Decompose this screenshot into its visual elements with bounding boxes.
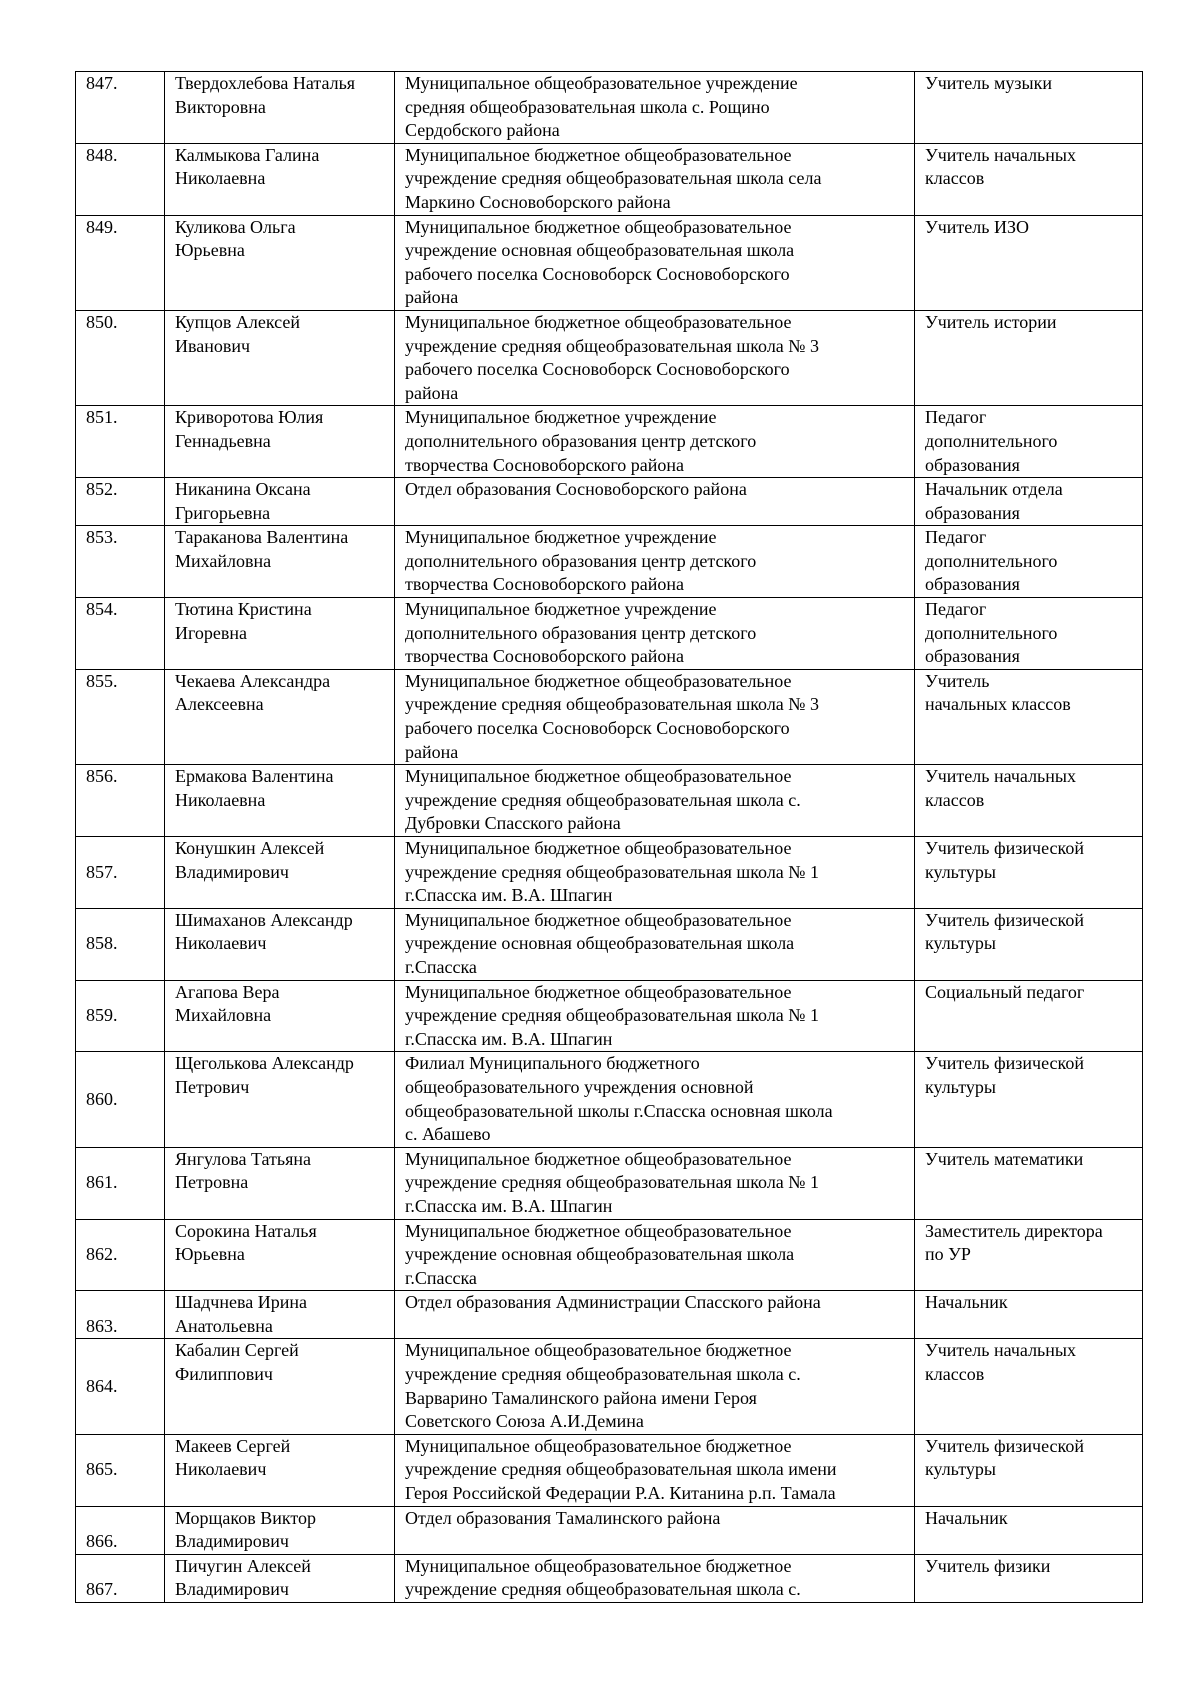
- table-row: [76, 1052, 1143, 1147]
- person-name-cell: [165, 669, 395, 764]
- table-row: [76, 1434, 1143, 1506]
- table-row: [76, 1147, 1143, 1219]
- organization-line: г.Спасска: [405, 956, 477, 977]
- position-line: Учитель математики: [925, 1148, 1084, 1169]
- position-line: Учитель физики: [925, 1555, 1051, 1576]
- organization-line: г.Спасска им. В.А. Шпагин: [405, 1028, 613, 1049]
- organization-cell: [395, 143, 915, 215]
- person-name-cell: [165, 598, 395, 670]
- person-name-cell: [165, 406, 395, 478]
- position-line: Педагог: [925, 527, 987, 548]
- row-number: 848.: [86, 144, 118, 165]
- row-number-cell: [76, 765, 165, 837]
- table-row: [76, 406, 1143, 478]
- person-name-cell: [165, 215, 395, 310]
- table-row: [76, 478, 1143, 526]
- organization-line: Муниципальное бюджетное общеобразовательное: [405, 311, 792, 332]
- organization-line: Муниципальное общеобразовательное учреждение: [405, 73, 798, 93]
- organization-cell: [395, 598, 915, 670]
- row-number-cell: [76, 1339, 165, 1434]
- person-name-line: Шимаханов Александр: [175, 909, 353, 930]
- row-number: 853.: [86, 527, 118, 548]
- row-number-cell: [76, 406, 165, 478]
- organization-line: Отдел образования Администрации Спасского района: [405, 1292, 821, 1313]
- position-line: Учитель музыки: [925, 73, 1052, 93]
- organization-line: Муниципальное общеобразовательное бюджетное: [405, 1435, 792, 1456]
- row-number-cell: [76, 1219, 165, 1291]
- position-cell: [915, 1554, 1143, 1602]
- row-number-cell: [76, 1052, 165, 1147]
- table-row: [76, 980, 1143, 1052]
- position-cell: [915, 310, 1143, 405]
- person-name-line: Викторовна: [175, 96, 266, 117]
- organization-line: учреждение основная общеобразовательная школа: [405, 1244, 795, 1265]
- person-name-line: Конушкин Алексей: [175, 838, 325, 858]
- row-number-cell: [76, 143, 165, 215]
- table-row: [76, 310, 1143, 405]
- position-line: образования: [925, 574, 1020, 595]
- table-row: [76, 1219, 1143, 1291]
- person-name-line: Геннадьевна: [175, 430, 271, 451]
- person-name-line: Михайловна: [175, 1005, 272, 1026]
- staff-table: [75, 71, 1143, 1603]
- position-cell: [915, 72, 1143, 144]
- table-row: [76, 837, 1143, 909]
- person-name-line: Калмыкова Галина: [175, 144, 320, 165]
- row-number: 856.: [86, 766, 118, 787]
- organization-line: дополнительного образования центр детского: [405, 550, 757, 571]
- row-number-cell: [76, 1434, 165, 1506]
- row-number: 865.: [86, 1459, 118, 1480]
- row-number: 864.: [86, 1375, 118, 1396]
- position-cell: [915, 1147, 1143, 1219]
- organization-line: Муниципальное бюджетное общеобразовательное: [405, 670, 792, 691]
- table-row: [76, 1291, 1143, 1339]
- organization-cell: [395, 1219, 915, 1291]
- organization-line: Муниципальное бюджетное общеобразовательное: [405, 981, 792, 1002]
- organization-line: Муниципальное бюджетное учреждение: [405, 599, 717, 620]
- position-line: культуры: [925, 1459, 996, 1480]
- row-number-cell: [76, 526, 165, 598]
- person-name-cell: [165, 1339, 395, 1434]
- position-line: Учитель: [925, 670, 990, 691]
- organization-line: учреждение основная общеобразовательная школа: [405, 933, 795, 954]
- person-name-cell: [165, 1052, 395, 1147]
- person-name-line: Николаевна: [175, 168, 266, 189]
- person-name-cell: [165, 72, 395, 144]
- row-number-cell: [76, 478, 165, 526]
- person-name-line: Щеголькова Александр: [175, 1053, 354, 1074]
- organization-line: рабочего поселка Сосновоборск Сосновоборского: [405, 359, 790, 380]
- row-number-cell: [76, 215, 165, 310]
- row-number: 847.: [86, 73, 118, 93]
- organization-line: творчества Сосновоборского района: [405, 646, 684, 667]
- organization-line: Муниципальное бюджетное общеобразовательное: [405, 144, 792, 165]
- position-line: Учитель истории: [925, 311, 1057, 332]
- position-cell: [915, 478, 1143, 526]
- row-number: 857.: [86, 861, 118, 882]
- organization-cell: [395, 669, 915, 764]
- position-cell: [915, 143, 1143, 215]
- organization-line: общеобразовательной школы г.Спасска основная школа: [405, 1100, 833, 1121]
- organization-line: общеобразовательного учреждения основной: [405, 1076, 754, 1097]
- table-row: [76, 1506, 1143, 1554]
- position-line: Педагог: [925, 407, 987, 428]
- position-line: образования: [925, 646, 1020, 667]
- table-row: [76, 669, 1143, 764]
- organization-line: рабочего поселка Сосновоборск Сосновоборского: [405, 263, 790, 284]
- row-number: 855.: [86, 670, 118, 691]
- person-name-line: Петрович: [175, 1076, 250, 1097]
- organization-line: Муниципальное общеобразовательное бюджетное: [405, 1555, 792, 1576]
- organization-cell: [395, 1052, 915, 1147]
- person-name-line: Юрьевна: [175, 240, 245, 261]
- organization-cell: [395, 1554, 915, 1602]
- person-name-line: Владимирович: [175, 861, 289, 882]
- organization-line: района: [405, 287, 459, 308]
- position-cell: [915, 1219, 1143, 1291]
- organization-cell: [395, 1506, 915, 1554]
- position-line: Учитель физической: [925, 1435, 1084, 1456]
- person-name-cell: [165, 1554, 395, 1602]
- organization-line: Отдел образования Сосновоборского района: [405, 479, 747, 500]
- row-number: 861.: [86, 1172, 118, 1193]
- position-line: Учитель начальных: [925, 144, 1076, 165]
- person-name-line: Николаевна: [175, 789, 266, 810]
- organization-line: Муниципальное бюджетное общеобразовательное: [405, 909, 792, 930]
- person-name-line: Твердохлебова Наталья: [175, 73, 356, 93]
- organization-cell: [395, 1147, 915, 1219]
- row-number: 854.: [86, 599, 118, 620]
- organization-line: учреждение средняя общеобразовательная школа № 1: [405, 1172, 819, 1193]
- organization-cell: [395, 526, 915, 598]
- person-name-line: Кабалин Сергей: [175, 1340, 299, 1361]
- person-name-cell: [165, 908, 395, 980]
- person-name-line: Алексеевна: [175, 694, 264, 715]
- organization-line: рабочего поселка Сосновоборск Сосновоборского: [405, 718, 790, 739]
- row-number: 858.: [86, 933, 118, 954]
- organization-line: Сердобского района: [405, 120, 560, 141]
- organization-line: учреждение средняя общеобразовательная школа № 1: [405, 861, 819, 882]
- person-name-line: Владимирович: [175, 1531, 289, 1552]
- organization-cell: [395, 908, 915, 980]
- organization-line: творчества Сосновоборского района: [405, 454, 684, 475]
- organization-line: учреждение средняя общеобразовательная школа № 3: [405, 335, 819, 356]
- person-name-line: Морщаков Виктор: [175, 1507, 317, 1528]
- organization-line: г.Спасска: [405, 1267, 477, 1288]
- organization-line: учреждение средняя общеобразовательная школа имени: [405, 1459, 837, 1480]
- organization-line: Муниципальное бюджетное общеобразовательное: [405, 1220, 792, 1241]
- organization-cell: [395, 1434, 915, 1506]
- position-line: классов: [925, 1364, 985, 1385]
- position-line: дополнительного: [925, 430, 1058, 451]
- table-row: [76, 143, 1143, 215]
- position-cell: [915, 1506, 1143, 1554]
- person-name-cell: [165, 1291, 395, 1339]
- position-cell: [915, 908, 1143, 980]
- organization-line: учреждение средняя общеобразовательная школа № 3: [405, 694, 819, 715]
- person-name-line: Криворотова Юлия: [175, 407, 324, 428]
- person-name-line: Юрьевна: [175, 1244, 245, 1265]
- organization-line: Муниципальное бюджетное учреждение: [405, 527, 717, 548]
- row-number: 863.: [86, 1315, 118, 1336]
- organization-cell: [395, 765, 915, 837]
- position-line: Социальный педагог: [925, 981, 1085, 1002]
- person-name-line: Чекаева Александра: [175, 670, 331, 691]
- person-name-line: Михайловна: [175, 550, 272, 571]
- organization-cell: [395, 1291, 915, 1339]
- organization-line: Отдел образования Тамалинского района: [405, 1507, 721, 1528]
- person-name-line: Макеев Сергей: [175, 1435, 291, 1456]
- row-number-cell: [76, 837, 165, 909]
- position-cell: [915, 980, 1143, 1052]
- person-name-line: Владимирович: [175, 1579, 289, 1600]
- row-number-cell: [76, 980, 165, 1052]
- organization-line: Муниципальное бюджетное учреждение: [405, 407, 717, 428]
- person-name-line: Агапова Вера: [175, 981, 280, 1002]
- organization-cell: [395, 478, 915, 526]
- person-name-line: Николаевич: [175, 933, 267, 954]
- organization-line: района: [405, 382, 459, 403]
- person-name-line: Григорьевна: [175, 502, 271, 523]
- position-line: классов: [925, 168, 985, 189]
- position-cell: [915, 1339, 1143, 1434]
- organization-line: Дубровки Спасского района: [405, 813, 621, 834]
- position-line: Учитель начальных: [925, 766, 1076, 787]
- organization-cell: [395, 980, 915, 1052]
- row-number: 862.: [86, 1244, 118, 1265]
- organization-cell: [395, 72, 915, 144]
- row-number: 859.: [86, 1005, 118, 1026]
- organization-line: средняя общеобразовательная школа с. Рощино: [405, 96, 770, 117]
- position-cell: [915, 598, 1143, 670]
- position-line: классов: [925, 789, 985, 810]
- person-name-cell: [165, 1434, 395, 1506]
- organization-line: Героя Российской Федерации Р.А. Китанина р.п. Тамала: [405, 1483, 836, 1504]
- position-cell: [915, 406, 1143, 478]
- organization-line: Муниципальное бюджетное общеобразовательное: [405, 216, 792, 237]
- person-name-line: Купцов Алексей: [175, 311, 301, 332]
- organization-line: учреждение средняя общеобразовательная школа с.: [405, 1364, 801, 1385]
- organization-line: Варварино Тамалинского района имени Героя: [405, 1387, 757, 1408]
- position-line: Педагог: [925, 599, 987, 620]
- person-name-line: Тютина Кристина: [175, 599, 312, 620]
- table-row: [76, 908, 1143, 980]
- person-name-cell: [165, 1219, 395, 1291]
- organization-line: учреждение средняя общеобразовательная школа села: [405, 168, 822, 189]
- position-cell: [915, 1434, 1143, 1506]
- organization-line: Муниципальное бюджетное общеобразовательное: [405, 1148, 792, 1169]
- organization-cell: [395, 837, 915, 909]
- row-number: 866.: [86, 1531, 118, 1552]
- person-name-line: Филиппович: [175, 1364, 273, 1385]
- position-line: Начальник: [925, 1507, 1008, 1528]
- position-line: культуры: [925, 1076, 996, 1097]
- organization-cell: [395, 406, 915, 478]
- organization-line: с. Абашево: [405, 1124, 491, 1145]
- organization-line: дополнительного образования центр детского: [405, 430, 757, 451]
- table-row: [76, 1339, 1143, 1434]
- table-row: [76, 598, 1143, 670]
- table-row: [76, 215, 1143, 310]
- organization-cell: [395, 1339, 915, 1434]
- table-row: [76, 72, 1143, 144]
- position-line: Учитель физической: [925, 909, 1084, 930]
- table-row: [76, 526, 1143, 598]
- organization-line: учреждение средняя общеобразовательная школа № 1: [405, 1005, 819, 1026]
- document-page: [75, 71, 1142, 1603]
- person-name-cell: [165, 1506, 395, 1554]
- row-number-cell: [76, 72, 165, 144]
- person-name-line: Янгулова Татьяна: [175, 1148, 312, 1169]
- position-line: Учитель физической: [925, 1053, 1084, 1074]
- person-name-cell: [165, 837, 395, 909]
- row-number: 850.: [86, 311, 118, 332]
- organization-cell: [395, 215, 915, 310]
- table-row: [76, 1554, 1143, 1602]
- person-name-line: Анатольевна: [175, 1315, 273, 1336]
- row-number: 860.: [86, 1088, 118, 1109]
- person-name-line: Куликова Ольга: [175, 216, 296, 237]
- position-line: Учитель физической: [925, 838, 1084, 858]
- staff-table-body: [76, 72, 1143, 1603]
- row-number-cell: [76, 1291, 165, 1339]
- person-name-line: Тараканова Валентина: [175, 527, 349, 548]
- organization-line: учреждение основная общеобразовательная школа: [405, 240, 795, 261]
- row-number: 867.: [86, 1579, 118, 1600]
- position-line: Начальник отдела: [925, 479, 1063, 500]
- position-line: образования: [925, 502, 1020, 523]
- person-name-line: Пичугин Алексей: [175, 1555, 311, 1576]
- row-number-cell: [76, 598, 165, 670]
- person-name-line: Иванович: [175, 335, 251, 356]
- person-name-cell: [165, 478, 395, 526]
- position-line: Заместитель директора: [925, 1220, 1103, 1241]
- organization-line: Маркино Сосновоборского района: [405, 191, 671, 212]
- position-line: образования: [925, 454, 1020, 475]
- person-name-cell: [165, 980, 395, 1052]
- position-line: культуры: [925, 861, 996, 882]
- position-line: Учитель ИЗО: [925, 216, 1029, 237]
- person-name-line: Николаевич: [175, 1459, 267, 1480]
- position-line: Начальник: [925, 1292, 1008, 1313]
- organization-line: Муниципальное бюджетное общеобразовательное: [405, 766, 792, 787]
- row-number: 849.: [86, 216, 118, 237]
- position-line: начальных классов: [925, 694, 1071, 715]
- table-row: [76, 765, 1143, 837]
- organization-line: Муниципальное общеобразовательное бюджетное: [405, 1340, 792, 1361]
- person-name-line: Никанина Оксана: [175, 479, 311, 500]
- organization-line: творчества Сосновоборского района: [405, 574, 684, 595]
- person-name-line: Ермакова Валентина: [175, 766, 334, 787]
- person-name-line: Шадчнева Ирина: [175, 1292, 307, 1313]
- position-line: дополнительного: [925, 622, 1058, 643]
- row-number-cell: [76, 1147, 165, 1219]
- position-line: Учитель начальных: [925, 1340, 1076, 1361]
- position-cell: [915, 215, 1143, 310]
- person-name-cell: [165, 143, 395, 215]
- organization-line: учреждение средняя общеобразовательная школа с.: [405, 789, 801, 810]
- row-number-cell: [76, 1554, 165, 1602]
- person-name-cell: [165, 1147, 395, 1219]
- organization-line: района: [405, 741, 459, 762]
- row-number: 852.: [86, 479, 118, 500]
- row-number-cell: [76, 908, 165, 980]
- person-name-line: Игоревна: [175, 622, 248, 643]
- position-cell: [915, 526, 1143, 598]
- organization-line: Муниципальное бюджетное общеобразовательное: [405, 838, 792, 858]
- position-cell: [915, 765, 1143, 837]
- row-number-cell: [76, 669, 165, 764]
- row-number: 851.: [86, 407, 118, 428]
- row-number-cell: [76, 1506, 165, 1554]
- organization-line: дополнительного образования центр детского: [405, 622, 757, 643]
- organization-line: Советского Союза А.И.Демина: [405, 1411, 644, 1432]
- position-line: дополнительного: [925, 550, 1058, 571]
- position-cell: [915, 669, 1143, 764]
- person-name-cell: [165, 526, 395, 598]
- position-cell: [915, 1052, 1143, 1147]
- person-name-cell: [165, 310, 395, 405]
- position-cell: [915, 1291, 1143, 1339]
- position-cell: [915, 837, 1143, 909]
- position-line: по УР: [925, 1244, 971, 1265]
- row-number-cell: [76, 310, 165, 405]
- organization-line: г.Спасска им. В.А. Шпагин: [405, 1195, 613, 1216]
- position-line: культуры: [925, 933, 996, 954]
- organization-line: учреждение средняя общеобразовательная школа с.: [405, 1579, 801, 1600]
- organization-cell: [395, 310, 915, 405]
- person-name-line: Сорокина Наталья: [175, 1220, 317, 1241]
- person-name-line: Петровна: [175, 1172, 249, 1193]
- organization-line: г.Спасска им. В.А. Шпагин: [405, 885, 613, 906]
- organization-line: Филиал Муниципального бюджетного: [405, 1053, 700, 1074]
- person-name-cell: [165, 765, 395, 837]
